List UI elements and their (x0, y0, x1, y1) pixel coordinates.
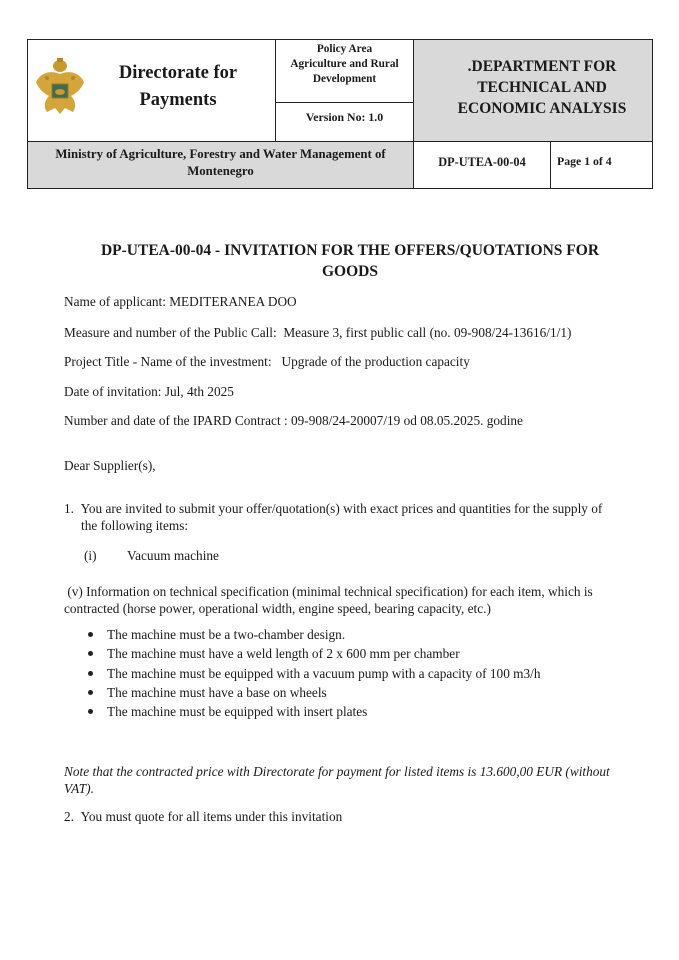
item-number: 2. (64, 809, 74, 824)
field-value: MEDITERANEA DOO (169, 294, 297, 309)
department-line1: .DEPARTMENT FOR (467, 58, 617, 75)
version-cell (275, 102, 414, 142)
bullet-icon (88, 671, 93, 676)
field-label: Project Title - Name of the investment: (64, 354, 272, 369)
list-item: The machine must be equipped with a vacuum pump with a capacity of 100 m3/h (88, 664, 541, 683)
ministry-line2: Montenegro (187, 164, 254, 178)
field-project-title (64, 353, 470, 370)
field-value: Jul, 4th 2025 (164, 384, 234, 399)
field-public-call (64, 324, 571, 341)
policy-area-line1: Policy Area (316, 43, 373, 55)
org-name-line2: Payments (139, 90, 217, 110)
field-ipard-contract (64, 412, 523, 429)
item-number: 1. (64, 501, 74, 516)
field-label: Date of invitation: (64, 384, 162, 399)
org-name-line1: Directorate for (118, 63, 238, 83)
list-item: The machine must have a base on wheels (88, 683, 541, 702)
field-value: 09-908/24-20007/19 od 08.05.2025. godine (291, 413, 523, 428)
bullet-icon (88, 690, 93, 695)
sub-item-text: Vacuum machine (127, 548, 219, 563)
field-label: Number and date of the IPARD Contract : (64, 413, 288, 428)
doc-code-cell (413, 141, 551, 189)
directorate-cell (27, 39, 276, 142)
ministry-line1: Ministry of Agriculture, Forestry and Water Management of (55, 147, 386, 161)
page-number-cell (550, 141, 653, 189)
bullet-icon (88, 709, 93, 714)
item-text-line2: the following items: (81, 518, 189, 533)
department-line3: ECONOMIC ANALYSIS (457, 100, 627, 117)
item-2 (64, 808, 342, 825)
document-header (27, 39, 653, 189)
list-item: The machine must have a weld length of 2 x 600 mm per chamber (88, 644, 541, 663)
field-applicant (64, 293, 297, 310)
note-line2: VAT). (64, 781, 94, 796)
sub-item-marker: (i) (84, 548, 97, 563)
spec-line1: (v) Information on technical specification (minimal technical specification) for each item, which is (64, 584, 593, 599)
item-text: You must quote for all items under this invitation (80, 809, 343, 824)
note-line1: Note that the contracted price with Directorate for payment for listed items is 13.600,00 EUR (without (64, 764, 610, 779)
price-note (64, 763, 610, 797)
field-label: Measure and number of the Public Call: (64, 325, 277, 340)
title-line2: GOODS (322, 263, 378, 280)
page-number: Page 1 of 4 (557, 154, 612, 168)
item-1 (64, 500, 602, 534)
sub-item (84, 547, 219, 564)
version-number: Version No: 1.0 (305, 110, 384, 124)
item-text-line1: You are invited to submit your offer/quotation(s) with exact prices and quantities for the supply of (80, 501, 603, 516)
field-label: Name of applicant: (64, 294, 166, 309)
spec-paragraph (64, 583, 593, 617)
ministry-cell (27, 141, 414, 189)
list-item: The machine must be a two-chamber design. (88, 625, 541, 644)
field-value: Upgrade of the production capacity (281, 354, 470, 369)
spec-line2: contracted (horse power, operational width, engine speed, bearing capacity, etc.) (64, 601, 491, 616)
department-cell (413, 39, 653, 142)
spec-bullet-list (88, 625, 541, 721)
page-title (60, 240, 640, 282)
policy-area-line2: Agriculture and Rural (290, 58, 399, 70)
title-line1: DP-UTEA-00-04 - INVITATION FOR THE OFFERS/QUOTATIONS FOR (100, 242, 600, 259)
doc-code: DP-UTEA-00-04 (438, 155, 526, 169)
montenegro-coat-of-arms-icon (33, 56, 87, 118)
list-item: The machine must be equipped with insert plates (88, 702, 541, 721)
salutation: Dear Supplier(s), (64, 458, 156, 473)
bullet-icon (88, 632, 93, 637)
field-value: Measure 3, first public call (no. 09-908/24-13616/1/1) (283, 325, 572, 340)
policy-area-line3: Development (312, 73, 377, 85)
bullet-icon (88, 651, 93, 656)
policy-area-cell (275, 39, 414, 103)
field-date (64, 383, 234, 400)
department-line2: TECHNICAL AND (477, 79, 607, 96)
